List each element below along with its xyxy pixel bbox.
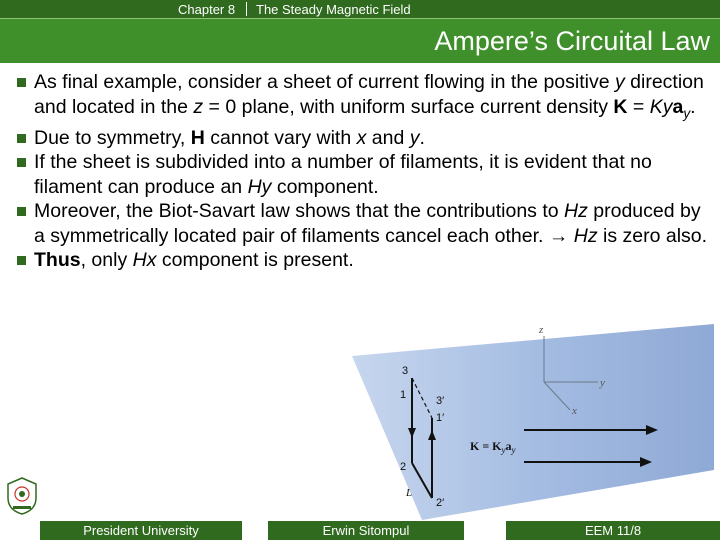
bullet-text: Thus: [34, 249, 81, 272]
bullet-text: Hx: [132, 249, 157, 272]
topic-label: The Steady Magnetic Field: [256, 1, 411, 17]
bullet-text: y: [614, 71, 625, 93]
bullet-text: If the sheet is subdivided into a number of filaments, it is evident that no filament can produce an: [34, 151, 652, 198]
bullet-item: [16, 248, 716, 273]
axis-y-label: y: [600, 377, 605, 389]
bullet-text: Due to symmetry,: [34, 126, 191, 149]
bullet-text: K: [613, 95, 628, 118]
footer: [0, 521, 720, 540]
bullet-text: a: [672, 95, 684, 118]
bullet-text: .: [419, 126, 425, 149]
bullet-text: cannot vary with: [204, 126, 357, 149]
university-logo: [6, 476, 38, 516]
bullet-text: component is present.: [156, 249, 354, 272]
bullet-text: Hz: [564, 200, 588, 223]
footer-left: President University: [40, 521, 242, 540]
bullet-text: , only: [80, 249, 133, 272]
bullet-text: produced by a symmetrically located pair of filaments cancel each other.: [34, 200, 701, 247]
bullet-text: = 0 plane, with uniform surface current density: [203, 95, 614, 118]
bullet-list: [16, 70, 716, 273]
breadcrumb-divider: [246, 2, 247, 16]
bullet-text: Hz: [573, 224, 598, 247]
current-sheet-figure: [352, 318, 714, 520]
bullet-item: [16, 199, 716, 248]
bullet-text: component.: [271, 175, 379, 198]
point-1p-label: 1′: [436, 412, 445, 424]
bullet-item: [16, 126, 716, 151]
bullet-text: =: [627, 95, 650, 118]
point-3-label: 3: [402, 365, 409, 377]
bullet-item: [16, 150, 716, 199]
bullet-marker: [17, 256, 26, 265]
bullet-text: Hy: [247, 175, 272, 198]
bullet-item: [16, 70, 716, 126]
point-2-label: 2: [400, 461, 407, 473]
point-2p-label: 2′: [436, 497, 445, 509]
footer-right: EEM 11/8: [506, 521, 720, 540]
header-strip: [0, 0, 720, 18]
bullet-text: .: [690, 95, 696, 118]
bullet-text: As final example, consider a sheet of current flowing in the positive: [34, 71, 615, 93]
axis-x-label: x: [572, 405, 577, 417]
bullet-text: x: [356, 126, 367, 149]
bullet-text: is zero also.: [597, 224, 708, 247]
surface-current-equation: $K = K_ya_y$: [470, 439, 516, 455]
bullet-marker: [17, 158, 26, 167]
bullet-marker: [17, 78, 26, 87]
bullet-text: direction and located in the: [34, 71, 704, 118]
bullet-text: and: [366, 126, 410, 149]
bullet-text: y: [683, 105, 691, 121]
axis-z-label: z: [539, 324, 544, 336]
bullet-text: Ky: [649, 95, 673, 118]
bullet-text: →: [548, 224, 569, 247]
bullet-text: Moreover, the Biot-Savart law shows that the contributions to: [34, 200, 565, 223]
point-3p-label: 3′: [436, 395, 445, 407]
chapter-label: Chapter 8: [178, 1, 236, 17]
footer-center: Erwin Sitompul: [268, 521, 464, 540]
bullet-marker: [17, 207, 26, 216]
title-bar: [0, 18, 720, 63]
bullet-text: y: [409, 126, 420, 149]
bullet-text: H: [190, 126, 205, 149]
bullet-marker: [17, 134, 26, 143]
path-length-label: L: [406, 487, 413, 499]
bullet-text: z: [193, 95, 204, 118]
slide-title: Ampere’s Circuital Law: [434, 26, 710, 56]
point-1-label: 1: [400, 389, 407, 401]
